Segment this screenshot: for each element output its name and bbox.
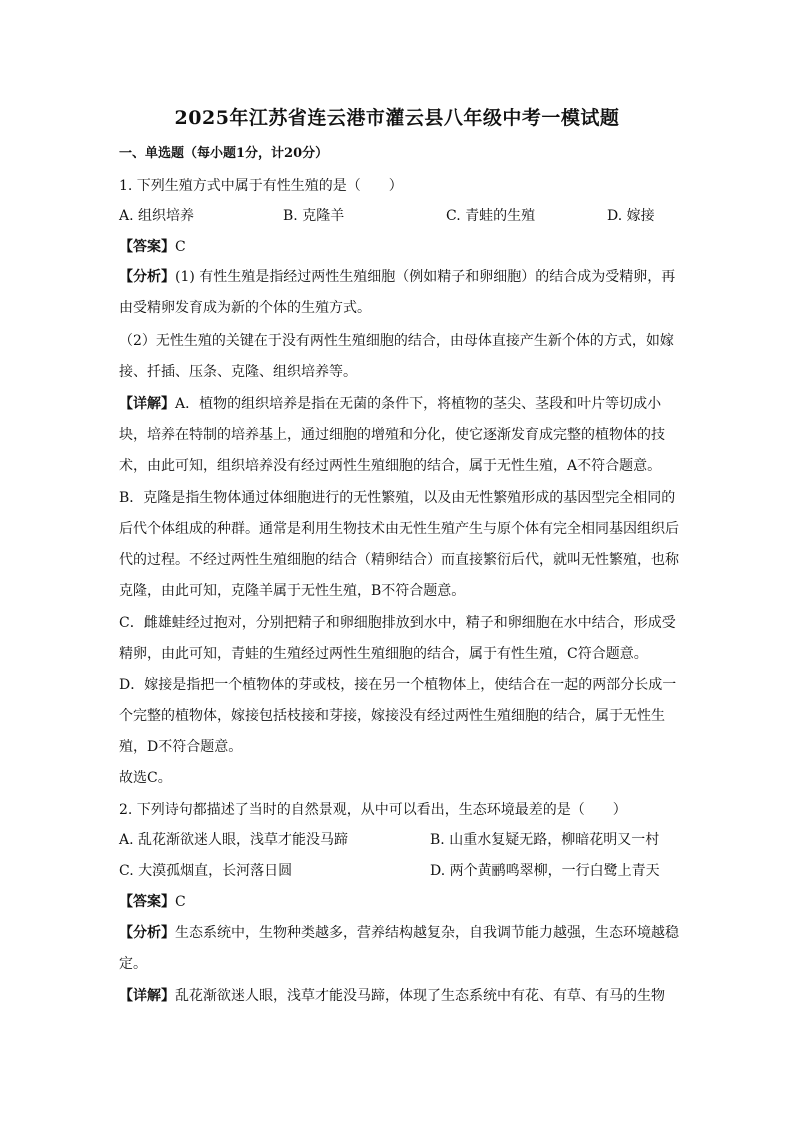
question-1-option-b: B. 克隆羊: [283, 208, 345, 224]
analysis-paragraph-1: (1) 有性生殖是指经过两性生殖细胞（例如精子和卵细胞）的结合成为受精卵，再由受精卵发育成为新的个体的生殖方式。: [119, 269, 676, 316]
analysis-tag: 【分析】: [119, 925, 175, 941]
question-1-answer: [119, 238, 186, 256]
question-2-analysis: [119, 918, 679, 980]
question-1-detail-c: C．雌雄蛙经过抱对，分别把精子和卵细胞排放到水中，精子和卵细胞在水中结合，形成受精卵，由此可知，青蛙的生殖经过两性生殖细胞的结合，属于有性生殖，C符合题意。: [119, 615, 676, 662]
question-2-option-c: C. 大漠孤烟直，长河落日圆: [119, 863, 293, 879]
question-2-stem: 2. 下列诗句都描述了当时的自然景观，从中可以看出，生态环境最差的是（ ）: [119, 802, 627, 818]
detail-tag: 【详解】: [119, 988, 175, 1004]
question-1-option-a: A. 组织培养: [119, 208, 195, 224]
question-1-detail-a: [119, 389, 679, 482]
answer-value: C: [175, 239, 186, 255]
detail-tag: 【详解】: [119, 396, 175, 412]
question-1-option-c: C. 青蛙的生殖: [446, 208, 536, 224]
question-1-detail-b: B．克隆是指生物体通过体细胞进行的无性繁殖，以及由无性繁殖形成的基因型完全相同的后代个体组成的种群。通常是利用生物技术由无性生殖产生与原个体有完全相同基因组织后代的过程。不经过两性生殖细胞的结合（精卵结合）而直接繁衍后代，就叫无性繁殖，也称克隆，由此可知，克隆羊属于无性生殖，B不符合题意。: [119, 490, 679, 599]
question-2-option-d: D. 两个黄鹂鸣翠柳，一行白鹭上青天: [430, 863, 660, 879]
question-2-option-b: B. 山重水复疑无路，柳暗花明又一村: [430, 832, 660, 848]
question-1-analysis: [119, 262, 679, 324]
detail-paragraph-1: 乱花渐欲迷人眼，浅草才能没马蹄，体现了生态系统中有花、有草、有马的生物: [175, 988, 665, 1004]
question-1-detail-d: D．嫁接是指把一个植物体的芽或枝，接在另一个植物体上，使结合在一起的两部分长成一个完整的植物体，嫁接包括枝接和芽接，嫁接没有经过两性生殖细胞的结合，属于无性生殖，D不符合题意。: [119, 677, 677, 755]
answer-tag: 【答案】: [119, 239, 175, 255]
detail-paragraph-a: A．植物的组织培养是指在无菌的条件下，将植物的茎尖、茎段和叶片等切成小块，培养在特制的培养基上，通过细胞的增殖和分化，使它逐渐发育成完整的植物体的技术，由此可知，组织培养没有经过两性生殖细胞的结合，属于无性生殖，A不符合题意。: [119, 396, 665, 474]
question-2-answer: [119, 893, 186, 911]
section-heading: 一、单选题（每小题1分，计20分）: [119, 146, 329, 161]
analysis-tag: 【分析】: [119, 269, 175, 285]
answer-tag: 【答案】: [119, 894, 175, 910]
question-1-conclusion: 故选C。: [119, 770, 172, 786]
answer-value: C: [175, 894, 186, 910]
question-1-analysis-2: （2）无性生殖的关键在于没有两性生殖细胞的结合，由母体直接产生新个体的方式，如嫁接、扦插、压条、克隆、组织培养等。: [119, 333, 674, 380]
question-1-option-d: D. 嫁接: [607, 208, 655, 224]
question-1-stem: 1. 下列生殖方式中属于有性生殖的是（ ）: [119, 178, 403, 194]
question-2-option-a: A. 乱花渐欲迷人眼，浅草才能没马蹄: [119, 832, 349, 848]
question-2-detail: [119, 981, 679, 1012]
page-title: 2025年江苏省连云港市灌云县八年级中考一模试题: [174, 107, 620, 129]
analysis-paragraph-1: 生态系统中，生物种类越多，营养结构越复杂，自我调节能力越强，生态环境越稳定。: [119, 925, 679, 972]
